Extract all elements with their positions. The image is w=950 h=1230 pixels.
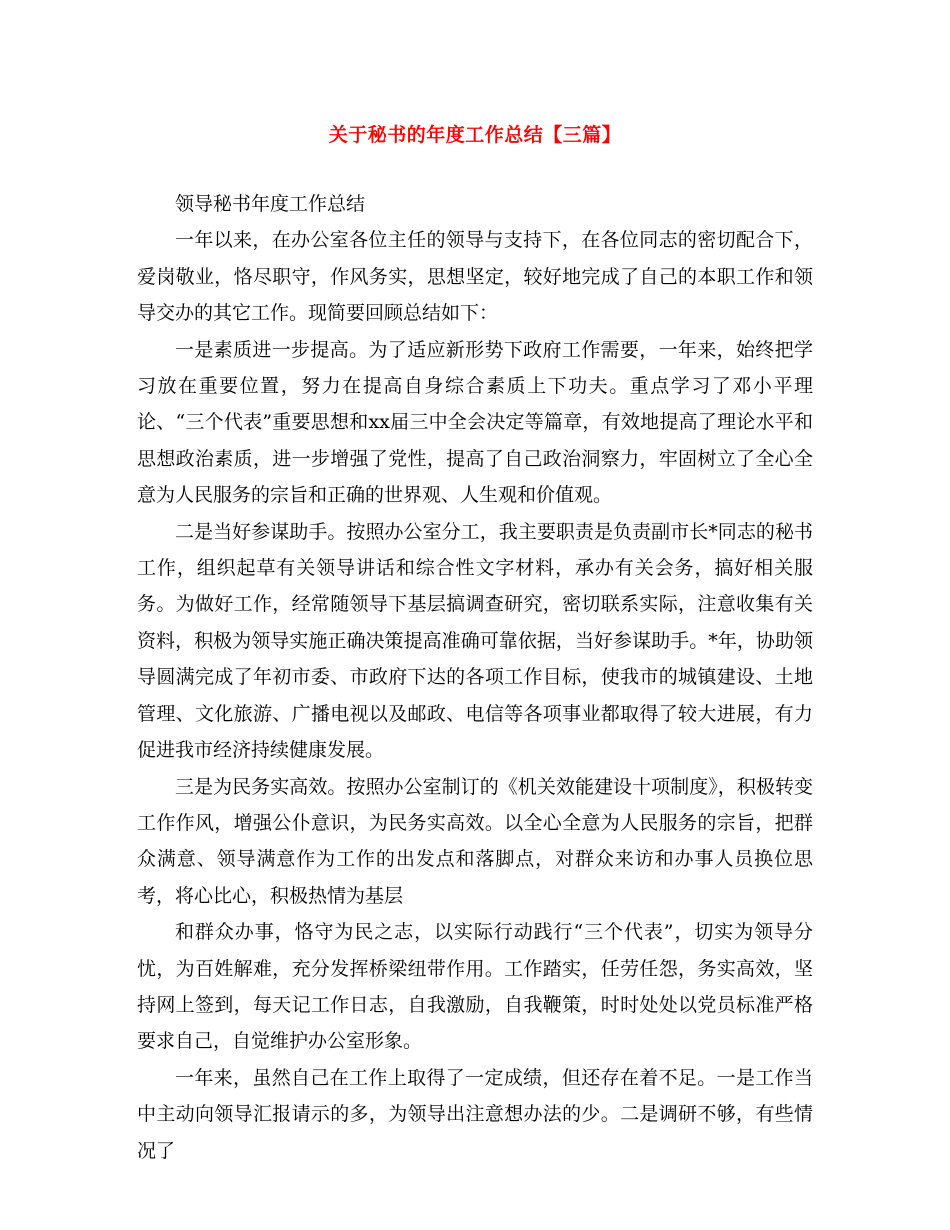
paragraph-service-continued: 和群众办事，恪守为民之志，以实际行动践行“三个代表”，切实为领导分忧，为百姓解难，充分发挥桥梁纽带作用。工作踏实，任劳任怨，务实高效，坚持网上签到，每天记工作日志，自我激励，自我鞭策，时时处处以党员标准严格要求自己，自觉维护办公室形象。 (137, 921, 813, 1053)
document-body (137, 186, 813, 1169)
paragraph-service: 三是为民务实高效。按照办公室制订的《机关效能建设十项制度》，积极转变工作作风，增强公仆意识，为民务实高效。以全心全意为人民服务的宗旨，把群众满意、领导满意作为工作的出发点和落脚点，对群众来访和办事人员换位思考，将心比心，积极热情为基层 (137, 775, 813, 907)
document-title: 关于秘书的年度工作总结【三篇】 (328, 124, 622, 146)
paragraph-assistant: 二是当好参谋助手。按照办公室分工，我主要职责是负责副市长*同志的秘书工作，组织起草有关领导讲话和综合性文字材料，承办有关会务，搞好相关服务。为做好工作，经常随领导下基层搞调查研究，密切联系实际，注意收集有关资料，积极为领导实施正确决策提高准确可靠依据，当好参谋助手。*年，协助领导圆满完成了年初市委、市政府下达的各项工作目标，使我市的城镇建设、土地管理、文化旅游、广播电视以及邮政、电信等各项事业都取得了较大进展，有力促进我市经济持续健康发展。 (137, 520, 813, 762)
paragraph-intro: 一年以来，在办公室各位主任的领导与支持下，在各位同志的密切配合下，爱岗敬业，恪尽职守，作风务实，思想坚定，较好地完成了自己的本职工作和领导交办的其它工作。现简要回顾总结如下： (137, 229, 813, 325)
paragraph-quality: 一是素质进一步提高。为了适应新形势下政府工作需要，一年来，始终把学习放在重要位置，努力在提高自身综合素质上下功夫。重点学习了邓小平理论、“三个代表”重要思想和xx届三中全会决定等篇章，有效地提高了理论水平和思想政治素质，进一步增强了党性，提高了自己政治洞察力，牢固树立了全心全意为人民服务的宗旨和正确的世界观、人生观和价值观。 (137, 338, 813, 507)
section-heading: 领导秘书年度工作总结 (175, 193, 366, 215)
paragraph-shortcomings: 一年来，虽然自己在工作上取得了一定成绩，但还存在着不足。一是工作当中主动向领导汇报请示的多，为领导出注意想办法的少。二是调研不够，有些情况了 (137, 1066, 813, 1162)
